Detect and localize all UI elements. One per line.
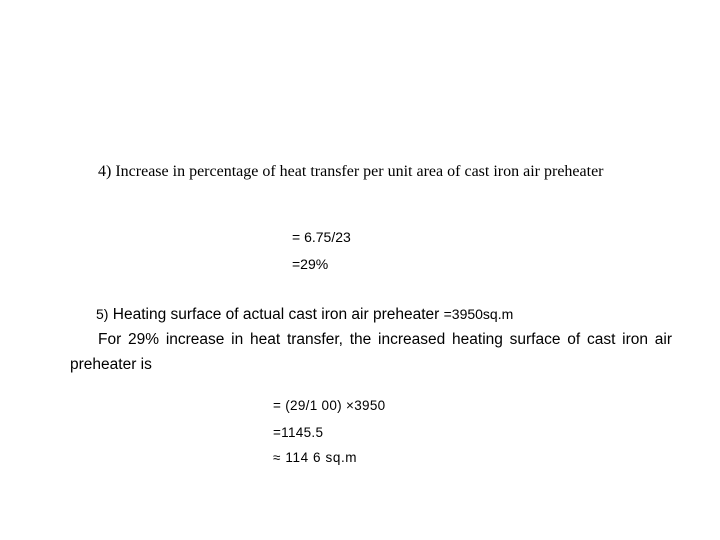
item-5-equation-result: =1145.5 (273, 425, 324, 440)
item-5-equation-rounded: ≈ 114 6 sq.m (273, 450, 358, 465)
item-5-number: 5) (96, 306, 109, 322)
item-5-value-a: =3950sq.m (443, 306, 514, 322)
item-4-paragraph: 4) Increase in percentage of heat transfer per unit area of cast iron air preheater (98, 163, 604, 180)
item-5-text-a: Heating surface of actual cast iron air preheater (108, 306, 444, 323)
item-5-text-b: For 29% increase in heat transfer, the increased heating surface of cast iron air preheater is (70, 331, 672, 373)
item-5-paragraph (70, 302, 672, 377)
item-4-equation-result: =29% (292, 256, 329, 272)
item-4-equation-ratio: = 6.75/23 (292, 229, 351, 245)
item-5-equation-product: = (29/1 00) ×3950 (273, 398, 386, 413)
